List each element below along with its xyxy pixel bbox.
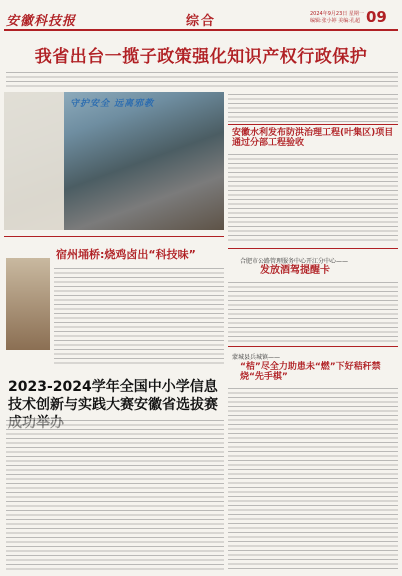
news-subtitle-3: 蒙城县兵城镇—— — [232, 354, 281, 361]
news-title-1: 安徽水利发布防洪治理工程(叶集区)项目通过分部工程验收 — [232, 128, 394, 148]
lead-story-continued — [228, 92, 398, 122]
masthead: 安徽科技报 — [6, 14, 77, 29]
news-title-2: 发放酒驾提醒卡 — [260, 265, 330, 276]
photo-sidebar-text — [4, 92, 64, 230]
lead-headline: 我省出台一揽子政策强化知识产权行政保护 — [34, 47, 368, 67]
editor-line: 编辑:张小婷 美编:孔超 — [310, 18, 360, 24]
mid-title: 宿州埇桥:烧鸡卤出“科技味” — [56, 248, 196, 261]
divider-2 — [228, 248, 398, 249]
news-subtitle-2: 合肥市公路管理服务中心开江分中心—— — [240, 258, 349, 265]
mid-text — [54, 266, 224, 366]
divider-mid — [4, 236, 224, 237]
photo-caption: 守护安全 远离邪教 — [70, 99, 155, 109]
date-line: 2024年9月23日 星期一 — [310, 11, 364, 17]
lead-photo — [4, 92, 224, 230]
page-number: 09 — [366, 8, 387, 26]
news-text-2 — [228, 280, 398, 344]
big-story-title: 2023-2024学年全国中小学信息技术创新与实践大赛安徽省选拔赛 — [8, 379, 218, 413]
lead-story-text — [6, 70, 398, 88]
divider-1 — [228, 124, 398, 125]
mid-photo — [6, 258, 50, 350]
section-title: 综合 — [186, 14, 217, 29]
news-title-3: “桔”尽全力助患未“燃”下好秸秆禁烧“先手棋” — [240, 362, 381, 382]
big-story-text — [6, 418, 224, 572]
news-text-3 — [228, 386, 398, 572]
issue-meta — [310, 11, 365, 25]
header-rule — [4, 29, 398, 31]
divider-3 — [228, 346, 398, 347]
news-text-1 — [228, 152, 398, 244]
